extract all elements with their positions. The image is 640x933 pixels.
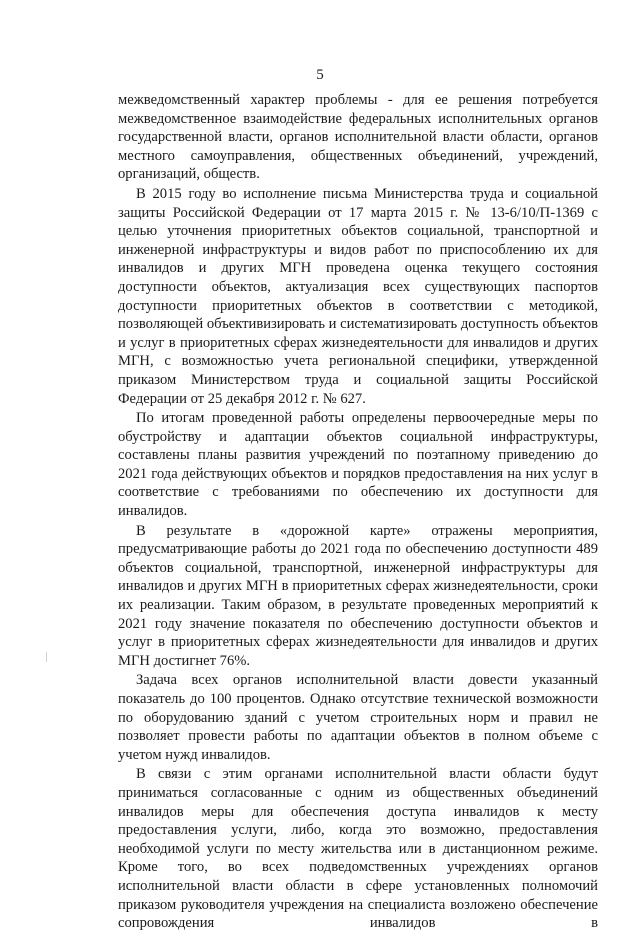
- paragraph-3: По итогам проведенной работы определены первоочередные меры по обустройству и адаптации объектов социальной инфраструктуры, составлены планы развития учреждений по поэтапному приведению до 2021 года действующих объектов и порядков предоставления на них услуг в соответствие с требованиями по обеспечению их доступности для инвалидов.: [118, 410, 598, 520]
- paragraph-6: В связи с этим органами исполнительной власти области будут приниматься согласованные с одним из общественных объединений инвалидов меры для обеспечения доступа инвалидов к месту предоставления услуги, либо, когда это возможно, предоставления необходимой услуги по месту жительства или в дистанционном режиме. Кроме того, во всех подведомственных учреждениях органов исполнительной власти области в сфере установленных полномочий приказом руководителя учреждения на специалиста возложено обеспечение сопровождения инвалидов в: [118, 766, 598, 932]
- paragraph-5: Задача всех органов исполнительной власти довести указанный показатель до 100 процентов. Однако отсутствие технической возможности по оборудованию зданий с учетом строительных норм и правил не позволяет провести работы по адаптации объектов в полном объеме с учетом нужд инвалидов.: [118, 672, 598, 763]
- body-text: [118, 91, 598, 933]
- paragraph-1: межведомственный характер проблемы - для ее решения потребуется межведомственное взаимодействие федеральных исполнительных органов государственной власти, органов исполнительной власти области, органов местного самоуправления, общественных объединений, учреждений, организаций, обществ.: [118, 92, 598, 183]
- page-number: 5: [316, 67, 324, 83]
- margin-mark: [46, 652, 47, 662]
- paragraph-4: В результате в «дорожной карте» отражены мероприятия, предусматривающие работы до 2021 года по обеспечению доступности 489 объектов социальной, транспортной, инженерной инфраструктуры для инвалидов и других МГН в приоритетных сферах жизнедеятельности, сроки их реализации. Таким образом, в результате проведенных мероприятий к 2021 году значение показателя по обеспечению доступности объектов и услуг в приоритетных сферах жизнедеятельности для инвалидов и других МГН достигнет 76%.: [118, 522, 598, 669]
- paragraph-2: В 2015 году во исполнение письма Министерства труда и социальной защиты Российской Федерации от 17 марта 2015 г. № 13-6/10/П-1369 с целью уточнения приоритетных объектов социальной, транспортной и инженерной инфраструктуры и видов работ по приспособлению их для инвалидов и других МГН проведена оценка текущего состояния доступности объектов, актуализация всех существующих паспортов доступности приоритетных объектов в соответствии с методикой, позволяющей объективизировать и систематизировать доступность объектов и услуг в приоритетных сферах жизнедеятельности для инвалидов и других МГН, с возможностью учета региональной специфики, утвержденной приказом Министерством труда и социальной защиты Российской Федерации от 25 декабря 2012 г. № 627.: [118, 185, 598, 407]
